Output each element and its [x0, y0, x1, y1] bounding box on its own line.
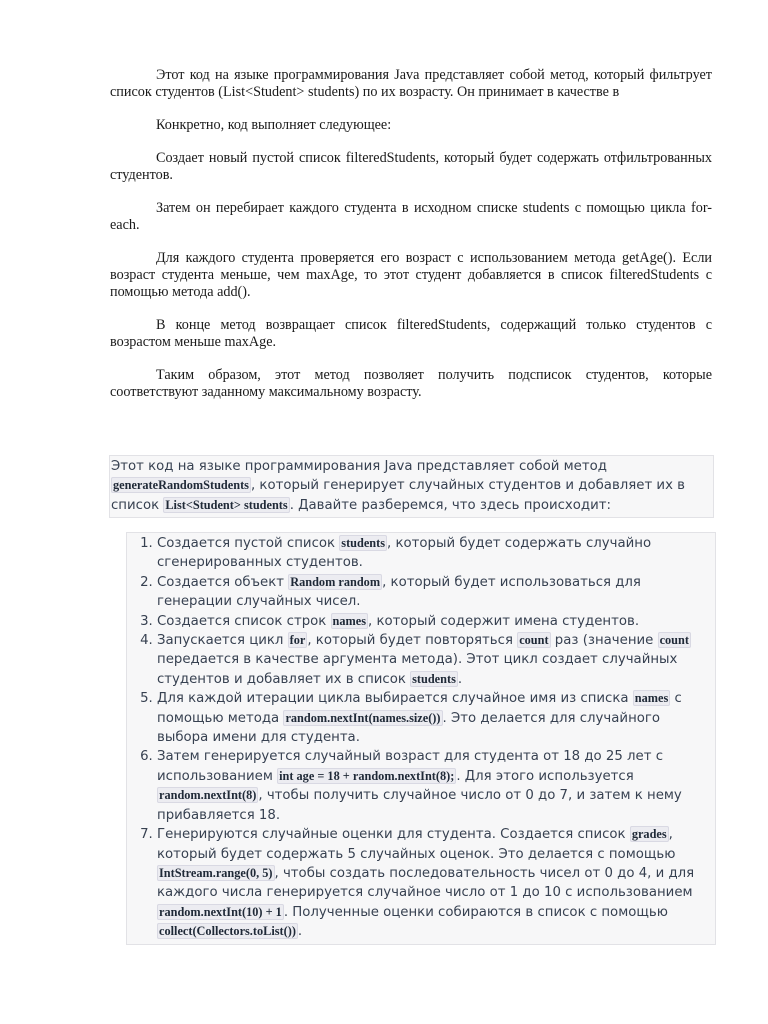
- inline-code: count: [519, 633, 549, 648]
- inline-code: random.nextInt(8): [159, 788, 257, 803]
- inline-code: count: [659, 633, 689, 648]
- text: Этот код на языке программирования Java представляет собой метод: [111, 459, 607, 474]
- inline-code: grades: [631, 827, 667, 842]
- text: , который будет повторяться: [307, 633, 518, 649]
- inline-code: random.nextInt(names.size()): [285, 710, 441, 725]
- paragraph: Таким образом, этот метод позволяет получить подсписок студентов, которые соответствуют заданному максимальному возрасту.: [110, 367, 712, 400]
- text: , чтобы создать последовательность чисел от 0 до 4, и для каждого числа генерируется случайное число от 1 до 10 с использованием: [157, 865, 695, 901]
- paragraph: Затем он перебирает каждого студента в исходном списке students с помощью цикла for-each.: [110, 200, 712, 233]
- generate-students-intro: [109, 455, 714, 518]
- list-item: [157, 747, 713, 825]
- list-item: [157, 612, 713, 631]
- inline-code: generateRandomStudents: [113, 478, 249, 493]
- text: Генерируются случайные оценки для студента. Создается список: [157, 827, 630, 843]
- text: Затем генерируется случайный возраст для студента от 18 до 25 лет с использованием: [157, 749, 664, 784]
- text: , который будет использоваться для генерации случайных чисел.: [157, 574, 641, 610]
- text: . Это делается для случайного выбора имени для студента.: [157, 710, 661, 746]
- inline-code: int age = 18 + random.nextInt(8);: [279, 768, 455, 783]
- list-item: [157, 534, 713, 573]
- text: с помощью метода: [157, 691, 682, 726]
- paragraph: Создает новый пустой список filteredStudents, который будет содержать отфильтрованных студентов.: [110, 150, 712, 183]
- inline-code: students: [341, 536, 386, 550]
- inline-code: names: [634, 691, 669, 706]
- text: .: [297, 924, 303, 940]
- inline-code: IntStream.range(0, 5): [159, 865, 273, 880]
- text: . Для этого используется: [456, 768, 634, 784]
- list-item: [157, 573, 713, 612]
- inline-code: Random random: [290, 574, 381, 589]
- inline-code: collect(Collectors.toList()): [159, 924, 296, 939]
- paragraph: Для каждого студента проверяется его возраст с использованием метода getAge(). Если возраст студента меньше, чем maxAge, то этот студент добавляется в список filteredStudents с помощью метода add().: [110, 250, 712, 300]
- text: , чтобы получить случайное число от 0 до 7, и затем к нему прибавляется 18.: [157, 788, 682, 823]
- text: передается в качестве аргумента метода). Этот цикл создает случайных студентов и добавляет их в список: [157, 652, 678, 687]
- text: Создается список строк: [157, 613, 331, 629]
- list-item: [157, 825, 713, 941]
- text: Запускается цикл: [157, 633, 288, 649]
- text: , который содержит имена студентов.: [368, 613, 640, 629]
- paragraph: В конце метод возвращает список filteredStudents, содержащий только студентов с возрастом меньше maxAge.: [110, 317, 712, 350]
- paragraph: Этот код на языке программирования Java представляет собой метод, который фильтрует список студентов (List<Student> students) по их возрасту. Он принимает в качестве в: [110, 67, 712, 100]
- steps-list-box: [126, 532, 716, 945]
- text: . Полученные оценки собираются в список с помощью: [283, 904, 668, 920]
- text: .: [457, 671, 463, 687]
- list-item: [157, 689, 713, 747]
- text: , который будет содержать 5 случайных оценок. Это делается с помощью: [157, 827, 676, 862]
- text: Для каждой итерации цикла выбирается случайное имя из списка: [157, 691, 633, 707]
- java-filter-explanation: [110, 67, 712, 417]
- text: , который генерирует случайных студентов и добавляет их в список: [111, 478, 686, 513]
- text: Создается пустой список: [157, 536, 340, 551]
- intro-paragraph: [111, 457, 711, 515]
- paragraph: Конкретно, код выполняет следующее:: [156, 117, 392, 133]
- text: . Давайте разберемся, что здесь происходит:: [289, 497, 611, 513]
- inline-code: students: [412, 671, 456, 686]
- list-item: [157, 631, 713, 689]
- inline-code: random.nextInt(10) + 1: [159, 904, 282, 919]
- text: , который будет содержать случайно сгенерированных студентов.: [157, 536, 652, 571]
- text: Создается объект: [157, 574, 289, 590]
- inline-code: List<Student> students: [165, 497, 288, 512]
- inline-code: names: [332, 613, 367, 628]
- inline-code: for: [289, 633, 306, 648]
- steps-list: [127, 534, 713, 942]
- text: раз (значение: [550, 633, 658, 649]
